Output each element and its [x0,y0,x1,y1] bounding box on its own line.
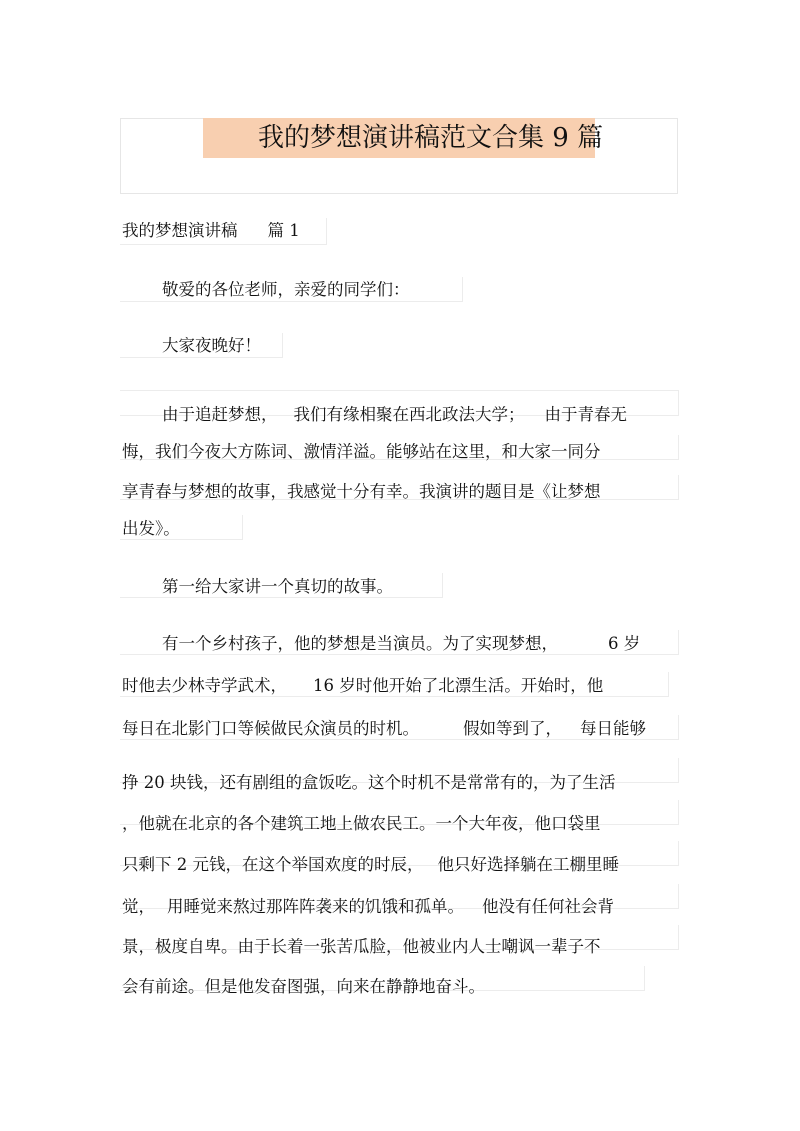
document-title: 我的梦想演讲稿范文合集 9 篇 [258,123,604,153]
text-line: 悔，我们今夜大方陈词、激情洋溢。能够站在这里，和大家一同分 [122,442,601,461]
text-segment: 16 岁时他开始了北漂生活。开始时，他 [313,676,604,695]
text-line: 景，极度自卑。由于长着一张苦瓜脸，他被业内人士嘲讽一辈子不 [122,937,601,956]
text-line [122,717,646,741]
section-heading [122,219,300,243]
text-segment: 他没有任何社会背 [482,897,614,916]
text-line: 会有前途。但是他发奋图强，向来在静静地奋斗。 [122,977,485,996]
text-segment: 我们有缘相聚在西北政法大学； [293,405,525,424]
text-line: 敬爱的各位老师，亲爱的同学们： [162,280,410,299]
section-heading-title: 我的梦想演讲稿 [122,221,238,240]
section-heading-number: 篇 1 [267,221,300,240]
text-segment: 假如等到了， [463,719,562,738]
text-line [122,895,614,919]
text-segment: 时他去少林寺学武术， [122,676,287,695]
text-segment: 有一个乡村孩子，他的梦想是当演员。为了实现梦想， [162,634,558,653]
text-line: 大家夜晚好！ [162,336,261,355]
text-segment: 他只好选择躺在工棚里睡 [437,855,619,874]
text-segment: 每日能够 [580,719,646,738]
text-segment: 每日在北影门口等候做民众演员的时机。 [122,719,419,738]
text-line [122,853,619,877]
text-segment: 6 岁 [608,634,641,653]
text-line [122,674,603,698]
text-line [162,632,640,656]
text-segment: 觉， [122,897,155,916]
text-line: 挣 20 块钱，还有剧组的盒饭吃。这个时机不是常常有的，为了生活 [122,773,616,792]
text-segment: 由于追赶梦想， [162,405,278,424]
text-line: 第一给大家讲一个真切的故事。 [162,577,393,596]
text-segment: 只剩下 2 元钱，在这个举国欢度的时辰， [122,855,424,874]
text-segment: 用睡觉来熬过那阵阵袭来的饥饿和孤单。 [167,897,464,916]
text-line: 享青春与梦想的故事，我感觉十分有幸。我演讲的题目是《让梦想 [122,482,601,501]
text-segment: 由于青春无 [544,405,627,424]
text-line [162,403,627,427]
text-line: ，他就在北京的各个建筑工地上做农民工。一个大年夜，他口袋里 [122,814,601,833]
text-line: 出发》。 [122,519,180,538]
